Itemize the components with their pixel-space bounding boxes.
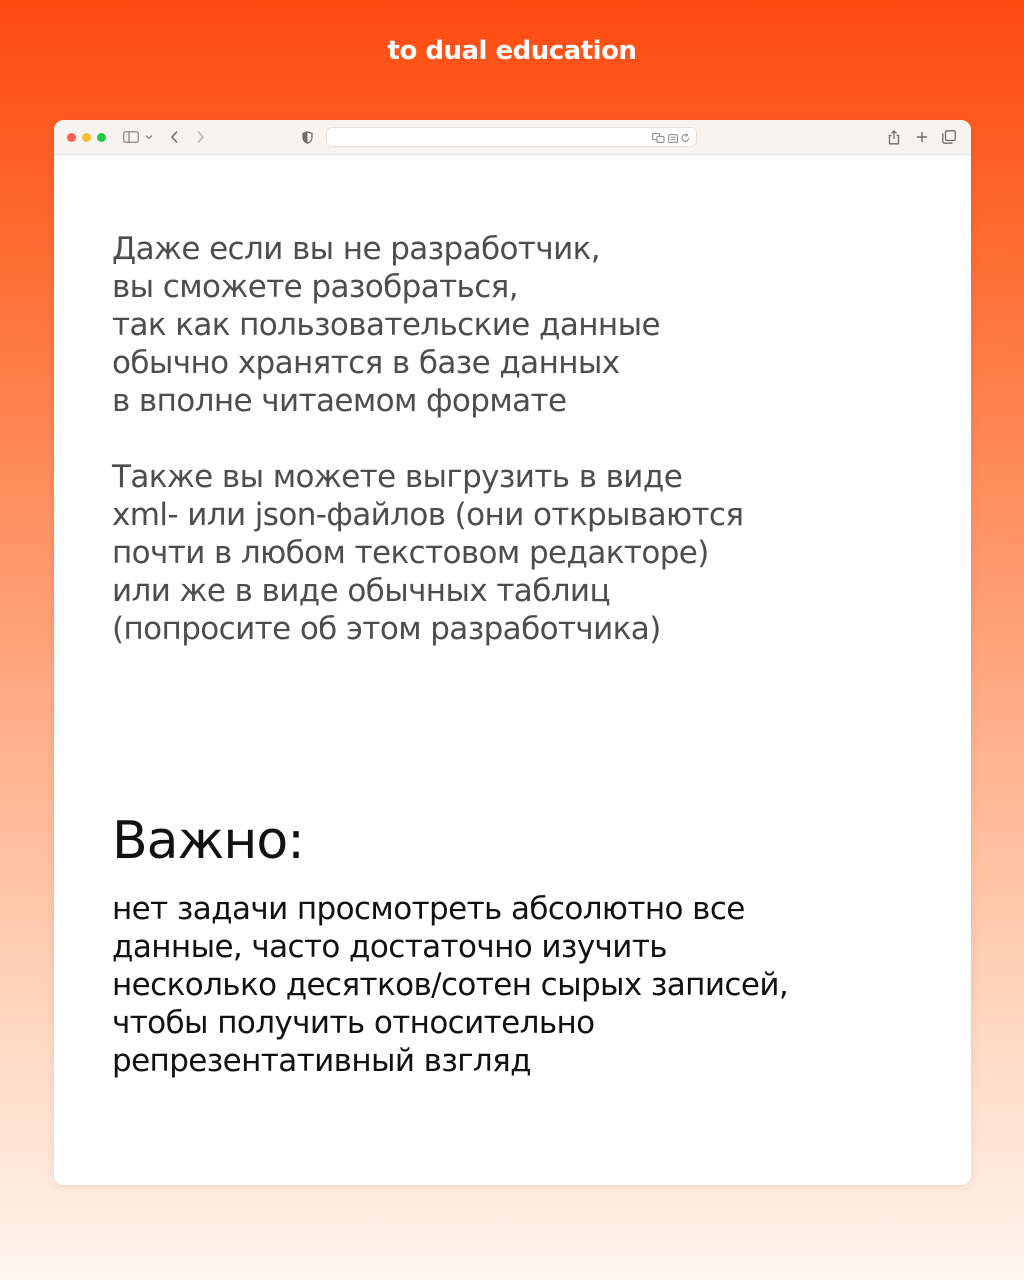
page-content [112,230,932,648]
note-line: данные, часто достаточно изучить [112,929,667,965]
reload-icon[interactable] [681,128,690,147]
intro-paragraph [112,230,932,420]
note-line: чтобы получить относительно [112,1005,595,1041]
paragraph-line: Даже если вы не разработчик, [112,231,601,267]
paragraph-line: вы сможете разобраться, [112,269,518,305]
paragraph-line: так как пользовательские данные [112,307,660,343]
maximize-window-button[interactable] [97,133,106,142]
reader-icon[interactable] [668,128,678,147]
paragraph-line: или же в виде обычных таблиц [112,573,610,609]
back-arrow-icon[interactable] [166,129,182,145]
minimize-window-button[interactable] [82,133,91,142]
paragraph-line: xml- или json-файлов (они открываются [112,497,744,533]
share-icon[interactable] [886,129,902,145]
note-line: репрезентативный взгляд [112,1043,532,1079]
shield-icon[interactable] [300,129,314,145]
plus-icon[interactable] [914,129,930,145]
chevron-down-icon[interactable] [144,129,154,145]
important-note [112,890,788,1080]
important-heading: Важно: [112,811,304,871]
paragraph-line: обычно хранятся в базе данных [112,345,620,381]
browser-toolbar [54,120,971,155]
paragraph-line: Также вы можете выгрузить в виде [112,459,683,495]
brand-logo-text: to dual education [387,36,637,66]
tabs-icon[interactable] [940,129,958,145]
address-bar-actions [652,131,690,143]
sidebar-icon[interactable] [122,129,140,145]
address-bar[interactable] [326,127,697,147]
browser-window [54,120,971,1185]
paragraph-line: (попросите об этом разработчика) [112,611,661,647]
note-line: нет задачи просмотреть абсолютно все [112,891,745,927]
paragraph-line: в вполне читаемом формате [112,383,567,419]
close-window-button[interactable] [67,133,76,142]
forward-arrow-icon[interactable] [192,129,208,145]
export-paragraph [112,458,932,648]
note-line: несколько десятков/сотен сырых записей, [112,967,789,1003]
translate-icon[interactable] [652,128,665,147]
paragraph-line: почти в любом текстовом редакторе) [112,535,709,571]
